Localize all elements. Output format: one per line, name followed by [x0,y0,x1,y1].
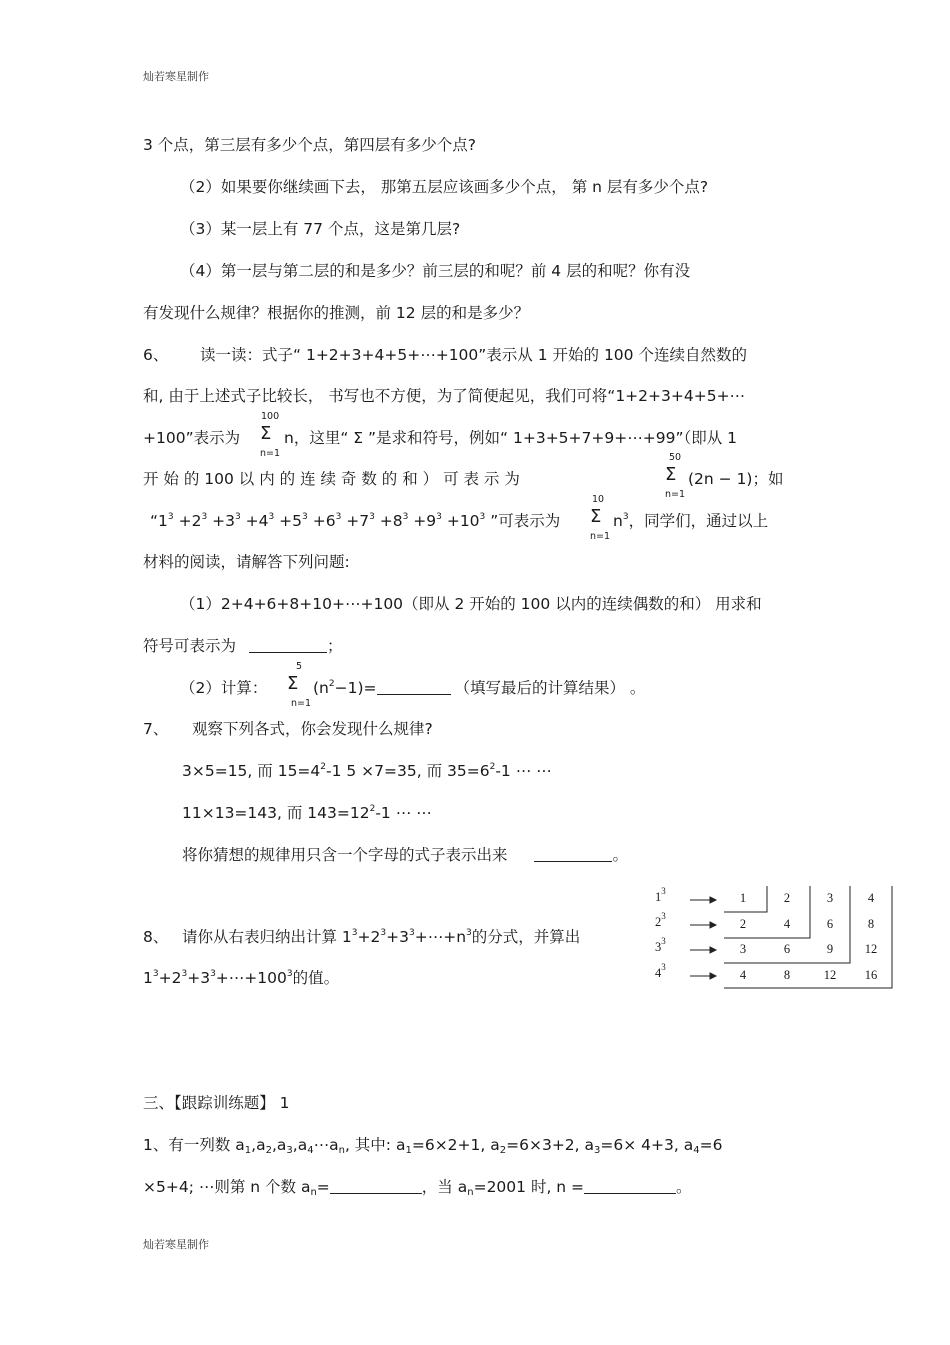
page-footer-label: 灿若寒星制作 [143,1238,209,1251]
subscript: 2 [265,1145,272,1156]
table-cell: 12 [864,942,878,956]
q6-sub1-end: ； [326,637,343,655]
sum-1-lower: n=1 [260,448,281,459]
cube-term: +7 [346,512,370,530]
s3-l2-c: ，当 a [421,1178,468,1196]
sum-notation-1 [259,411,281,461]
cubes-sum-first: “1 [150,512,168,530]
row-label-4: $4^3$ [655,962,666,980]
sum-2-upper: 50 [669,452,682,463]
q5-line-1: 3 个点，第三层有多少个点，第四层有多少个点? [143,136,477,154]
table-cell: 1 [739,891,747,905]
q6-line-2: 和, 由于上述式子比较长， 书写也不方便，为了简便起见，我们可将“1+2+3+4+5+⋯ [143,387,746,405]
table-cell: 12 [823,968,837,982]
row-label-1: $1^3$ [655,886,666,904]
q6-sub2-open: (n [313,679,329,697]
section-3-title: 三、【跟踪训练题】 1 [143,1094,290,1112]
q5-line-5: 有发现什么规律？根据你的推测，前 12 层的和是多少？ [143,304,530,322]
sum-2-lower: n=1 [665,489,686,500]
answer-blank-an[interactable] [330,1179,422,1194]
sum-notation-2 [664,452,686,502]
s3-f: , 其中: a [344,1136,406,1154]
q6-line-4a: 开 始 的 100 以 内 的 连 续 奇 数 的 和 ） 可 表 示 为 [143,470,520,488]
q8-l1-d: +⋯+n [414,928,467,946]
section-3-problem-1-line-2 [143,1175,692,1197]
eq1-part-a: 3×5=15, 而 15=4 [182,762,321,780]
answer-blank-3[interactable] [534,847,612,862]
s3-l2-a: ×5+4; ⋯则第 n 个数 a [143,1178,311,1196]
cube-term: +3 [212,512,235,530]
subscript: 4 [693,1145,700,1156]
eq1-part-c: -1 ⋯ ⋯ [495,762,552,780]
exponent: 3 [351,928,358,938]
exponent: 3 [152,969,159,979]
q6-line-4b: (2n − 1)；如 [688,470,784,488]
exponent: 3 [466,928,472,938]
q6-line-3b: n，这里“ Σ ”是求和符号，例如“ 1+3+5+7+9+⋯+99”（即从 1 [284,429,738,447]
table-cell: 4 [783,917,791,931]
q8-l1-e: 的分式，并算出 [471,928,581,946]
q7-number: 7、 [143,720,169,738]
answer-blank-n[interactable] [584,1179,676,1194]
q7-prompt: 将你猜想的规律用只含一个字母的式子表示出来 [182,846,508,864]
eq2-part-b: -1 ⋯ ⋯ [375,804,432,822]
q5-line-3: （3）某一层上有 77 个点，这是第几层? [180,220,461,238]
exponent: 2 [369,804,376,814]
q5-line-4: （4）第一层与第二层的和是多少？前三层的和呢？前 4 层的和呢？你有没 [180,262,691,280]
exponent: 3 [622,512,629,522]
cube-term: +6 [312,512,336,530]
cube-term: +8 [379,512,403,530]
exponent: 3 [167,512,174,522]
q8-number: 8、 [143,928,169,946]
q6-line-3a: +100”表示为 [143,429,241,447]
eq1-part-b: -1 5 ×7=35, 而 35=6 [326,762,490,780]
cube-term: +4 [245,512,269,530]
q6-sub2-close: −1)= [334,679,377,697]
exponent: 3 [286,969,293,979]
sum-1-upper: 100 [261,411,280,422]
exponent: 2 [320,762,327,772]
cube-term: +5 [279,512,303,530]
table-cell: 2 [783,891,791,905]
sum-4-upper: 5 [296,661,303,672]
q6-sub1-line-a: （1）2+4+6+8+10+⋯+100（即从 2 开始的 100 以内的连续偶数的和） 用求和 [180,595,762,613]
sum-notation-4 [286,661,312,711]
row-label-3: $3^3$ [655,936,666,954]
table-cell: 9 [826,942,834,956]
table-cell: 3 [739,942,747,956]
subscript: 3 [286,1145,293,1156]
s3-i: =6× 4+3, a [600,1136,694,1154]
exponent: 3 [181,969,188,979]
exponent: 3 [479,512,486,522]
table-cell: 8 [867,917,875,931]
q6-number: 6、 [143,346,169,364]
cube-term: +9 [413,512,437,530]
cube-term: +10 [446,512,480,530]
subscript: 3 [594,1145,601,1156]
q8-l2-b: +2 [158,969,182,987]
cube-term: +2 [178,512,202,530]
s3-l2-d: =2001 时, n = [473,1178,585,1196]
page-header-label: 灿若寒星制作 [143,70,209,83]
sum-3-lower: n=1 [590,531,611,542]
exponent: 3 [268,512,275,522]
subscript: n [467,1187,474,1198]
table-cell: 6 [826,917,834,931]
q6-sub2-label: （2）计算： [180,679,268,697]
q6-line-5d: ，同学们，通过以上 [628,512,769,530]
answer-blank-1[interactable] [249,638,327,653]
cubes-sum-text: ”可表示为 [490,512,561,530]
sigma-icon: Σ [260,423,272,444]
exponent: 2 [328,679,335,689]
sigma-icon: Σ [287,673,299,694]
s3-b: ,a [251,1136,266,1154]
q6-line-6: 材料的阅读，请解答下列问题: [143,553,350,571]
q8-line-2 [143,966,339,988]
exponent: 3 [402,512,409,522]
cube-table [650,884,896,990]
q8-l2-d: +⋯+100 [215,969,287,987]
exponent: 3 [436,512,442,522]
row-label-2: $2^3$ [655,911,666,929]
table-cell: 3 [826,891,834,905]
q6-sub2-note: （填写最后的计算结果） 。 [454,679,646,697]
eq2-part-a: 11×13=143, 而 143=12 [182,804,370,822]
q6-line-5c [613,509,768,531]
table-cell: 16 [864,968,878,982]
exponent: 3 [234,512,241,522]
q7-equation-1 [182,759,552,781]
q5-line-2: （2）如果要你继续画下去， 那第五层应该画多少个点， 第 n 层有多少个点? [180,178,709,196]
subscript: n [310,1187,317,1198]
exponent: 3 [408,928,415,938]
s3-e: ⋯a [313,1136,339,1154]
q7-equation-2 [182,801,432,823]
q8-l2-e: 的值。 [292,969,340,987]
table-cell: 8 [783,968,791,982]
answer-blank-2[interactable] [377,680,451,695]
sum-4-lower: n=1 [291,698,312,709]
q8-l2-c: +3 [187,969,211,987]
subscript: 1 [244,1145,252,1156]
sum-notation-3 [589,494,611,544]
exponent: 2 [489,762,496,772]
s3-l2-e: 。 [676,1178,692,1196]
q8-l2-a: 1 [143,969,153,987]
subscript: 1 [405,1145,412,1156]
q7-end: 。 [612,846,628,864]
s3-j: =6 [699,1136,723,1154]
sigma-icon: Σ [590,506,602,527]
subscript: 4 [307,1145,314,1156]
q7-line-1: 观察下列各式，你会发现什么规律? [192,720,433,738]
table-cell: 6 [783,942,791,956]
section-3-problem-1-line-1 [143,1133,722,1155]
subscript: 2 [499,1145,507,1156]
exponent: 3 [380,928,387,938]
exponent: 3 [302,512,308,522]
sum-3-upper: 10 [592,494,605,505]
q8-l1-b: +2 [357,928,381,946]
table-cell: 2 [739,917,747,931]
sum-3-variable: n [613,512,623,530]
table-cell: 4 [867,891,875,905]
s3-g: =6×2+1, a [411,1136,500,1154]
q7-line-4 [182,843,628,865]
q6-sub1-label: 符号可表示为 [143,637,237,655]
s3-h: =6×3+2, a [506,1136,595,1154]
q6-sub2-expr [313,676,645,698]
s3-d: ,a [292,1136,308,1154]
exponent: 3 [201,512,208,522]
exponent: 3 [335,512,342,522]
q8-l1-a: 请你从右表归纳出计算 1 [182,928,352,946]
exponent: 3 [210,969,216,979]
q6-sub1-line-b [143,634,342,656]
q6-line-1: 读一读：式子“ 1+2+3+4+5+⋯+100”表示从 1 开始的 100 个连续自然数的 [200,346,747,364]
s3-a: 1、有一列数 a [143,1136,245,1154]
table-cell: 4 [739,968,747,982]
exponent: 3 [369,512,375,522]
q8-line-1 [182,925,580,947]
s3-c: ,a [271,1136,287,1154]
s3-l2-b: = [316,1178,330,1196]
subscript: n [338,1145,345,1156]
q8-l1-c: +3 [386,928,409,946]
q6-line-5 [150,509,560,531]
sigma-icon: Σ [665,464,677,485]
